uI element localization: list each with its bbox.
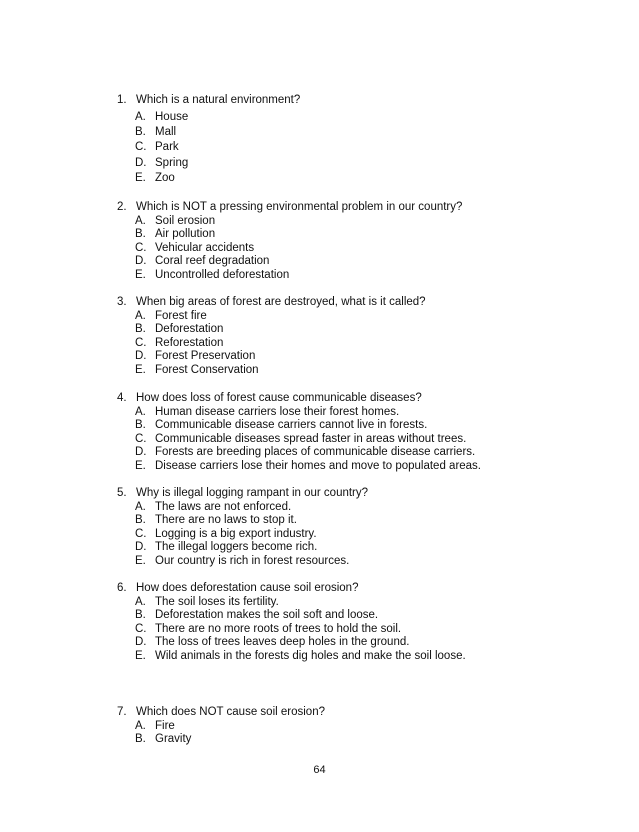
question-line	[117, 94, 597, 108]
question-number: 6.	[117, 582, 127, 594]
option-text: Forests are breeding places of communicable disease carriers.	[155, 446, 476, 459]
option-letter: D.	[135, 255, 147, 268]
question-text: Which does NOT cause soil erosion?	[136, 706, 325, 718]
question-line	[117, 296, 597, 310]
option-text: Deforestation makes the soil soft and loose.	[155, 609, 379, 622]
option-text: Communicable disease carriers cannot live in forests.	[155, 419, 428, 432]
answer-option	[117, 650, 597, 664]
answer-option	[117, 720, 597, 734]
question-line	[117, 201, 597, 215]
option-letter: D.	[135, 446, 147, 459]
option-letter: E.	[135, 268, 146, 281]
option-letter: A.	[135, 719, 146, 732]
option-letter: D.	[135, 636, 147, 649]
option-text: Fire	[155, 719, 175, 732]
option-text: Mall	[155, 125, 177, 138]
option-text: The illegal loggers become rich.	[155, 541, 318, 554]
option-text: The laws are not enforced.	[155, 500, 292, 513]
option-text: Soil erosion	[155, 214, 216, 227]
answer-option	[117, 310, 597, 324]
option-letter: A.	[135, 405, 146, 418]
option-text: Vehicular accidents	[155, 241, 255, 254]
option-text: Wild animals in the forests dig holes and make the soil loose.	[155, 649, 466, 662]
answer-option	[117, 733, 597, 747]
option-text: Air pollution	[155, 228, 216, 241]
answer-option	[117, 609, 597, 623]
option-text: Park	[155, 141, 179, 154]
option-text: Human disease carriers lose their forest homes.	[155, 405, 400, 418]
option-letter: A.	[135, 500, 146, 513]
option-letter: A.	[135, 110, 146, 123]
answer-option	[117, 419, 597, 433]
answer-option	[117, 596, 597, 610]
option-letter: C.	[135, 622, 147, 635]
option-letter: D.	[135, 541, 147, 554]
question-5	[117, 487, 597, 569]
question-number: 4.	[117, 392, 127, 404]
question-number: 5.	[117, 487, 127, 499]
answer-option	[117, 215, 597, 229]
question-1	[117, 94, 597, 187]
answer-option	[117, 156, 597, 171]
question-number: 1.	[117, 94, 127, 106]
option-text: Reforestation	[155, 336, 224, 349]
option-text: The soil loses its fertility.	[155, 595, 279, 608]
option-letter: A.	[135, 595, 146, 608]
option-text: Uncontrolled deforestation	[155, 268, 290, 281]
answer-option	[117, 337, 597, 351]
question-3	[117, 296, 597, 378]
question-6	[117, 582, 597, 664]
option-letter: A.	[135, 214, 146, 227]
option-letter: D.	[135, 156, 147, 169]
answer-option	[117, 323, 597, 337]
question-2	[117, 201, 597, 283]
option-letter: D.	[135, 350, 147, 363]
question-number: 2.	[117, 201, 127, 213]
answer-option	[117, 140, 597, 155]
option-text: Zoo	[155, 172, 175, 185]
option-letter: A.	[135, 309, 146, 322]
question-text: Which is a natural environment?	[136, 94, 301, 106]
answer-option	[117, 171, 597, 186]
option-letter: B.	[135, 609, 146, 622]
option-letter: C.	[135, 241, 147, 254]
answer-option	[117, 228, 597, 242]
option-letter: C.	[135, 527, 147, 540]
option-letter: E.	[135, 172, 146, 185]
question-line	[117, 582, 597, 596]
option-text: Forest fire	[155, 309, 207, 322]
question-line	[117, 487, 597, 501]
option-text: The loss of trees leaves deep holes in the ground.	[155, 636, 410, 649]
option-letter: E.	[135, 649, 146, 662]
answer-option	[117, 528, 597, 542]
option-text: Gravity	[155, 733, 192, 746]
question-line	[117, 392, 597, 406]
answer-option	[117, 433, 597, 447]
option-text: Logging is a big export industry.	[155, 527, 317, 540]
option-letter: E.	[135, 363, 146, 376]
page-number: 64	[313, 764, 326, 776]
option-text: Coral reef degradation	[155, 255, 270, 268]
answer-option	[117, 110, 597, 125]
option-letter: C.	[135, 336, 147, 349]
answer-option	[117, 501, 597, 515]
option-text: House	[155, 110, 189, 123]
option-text: Spring	[155, 156, 189, 169]
option-text: Forest Conservation	[155, 363, 259, 376]
option-text: Communicable diseases spread faster in areas without trees.	[155, 432, 467, 445]
option-text: Deforestation	[155, 323, 224, 336]
option-letter: E.	[135, 459, 146, 472]
answer-option	[117, 269, 597, 283]
answer-option	[117, 555, 597, 569]
option-letter: B.	[135, 125, 146, 138]
answer-option	[117, 406, 597, 420]
question-7	[117, 706, 597, 747]
option-letter: E.	[135, 554, 146, 567]
question-text: How does loss of forest cause communicable diseases?	[136, 392, 422, 404]
option-text: There are no laws to stop it.	[155, 514, 297, 527]
question-number: 7.	[117, 706, 127, 718]
answer-option	[117, 623, 597, 637]
answer-option	[117, 636, 597, 650]
question-number: 3.	[117, 296, 127, 308]
question-text: Which is NOT a pressing environmental problem in our country?	[136, 201, 463, 213]
option-letter: B.	[135, 419, 146, 432]
answer-option	[117, 242, 597, 256]
question-line	[117, 706, 597, 720]
option-letter: B.	[135, 514, 146, 527]
answer-option	[117, 255, 597, 269]
option-letter: C.	[135, 432, 147, 445]
option-text: Our country is rich in forest resources.	[155, 554, 350, 567]
question-text: When big areas of forest are destroyed, what is it called?	[136, 296, 426, 308]
option-text: Disease carriers lose their homes and move to populated areas.	[155, 459, 482, 472]
answer-option	[117, 460, 597, 474]
question-text: How does deforestation cause soil erosion?	[136, 582, 359, 594]
answer-option	[117, 125, 597, 140]
answer-option	[117, 364, 597, 378]
option-letter: B.	[135, 733, 146, 746]
question-4	[117, 392, 597, 474]
question-text: Why is illegal logging rampant in our country?	[136, 487, 369, 499]
option-text: There are no more roots of trees to hold the soil.	[155, 622, 402, 635]
answer-option	[117, 541, 597, 555]
answer-option	[117, 350, 597, 364]
answer-option	[117, 446, 597, 460]
option-text: Forest Preservation	[155, 350, 256, 363]
answer-option	[117, 514, 597, 528]
option-letter: C.	[135, 141, 147, 154]
option-letter: B.	[135, 228, 146, 241]
option-letter: B.	[135, 323, 146, 336]
